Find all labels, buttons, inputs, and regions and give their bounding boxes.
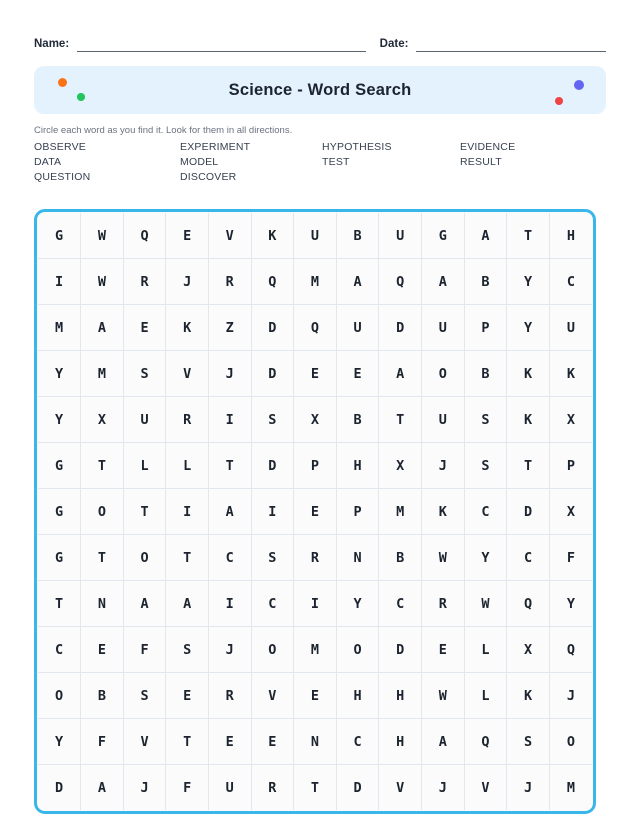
grid-cell[interactable]: X xyxy=(507,627,550,673)
grid-cell[interactable]: K xyxy=(251,213,294,259)
grid-cell[interactable]: V xyxy=(464,765,507,811)
grid-cell[interactable]: Y xyxy=(507,259,550,305)
grid-cell[interactable]: Q xyxy=(379,259,422,305)
word-search-grid[interactable] xyxy=(38,213,592,810)
grid-cell[interactable]: E xyxy=(251,719,294,765)
grid-cell[interactable]: U xyxy=(421,305,464,351)
grid-cell[interactable]: T xyxy=(379,397,422,443)
word-list-item[interactable]: MODEL xyxy=(180,156,219,168)
decorative-dot-red xyxy=(555,97,563,105)
grid-cell[interactable]: L xyxy=(464,673,507,719)
grid-row xyxy=(38,719,592,765)
grid-cell[interactable]: E xyxy=(294,489,337,535)
grid-cell[interactable]: W xyxy=(464,581,507,627)
instructions-text: Circle each word as you find it. Look for them in all directions. xyxy=(34,125,293,136)
word-list-item[interactable]: OBSERVE xyxy=(34,141,86,153)
word-list-item[interactable]: RESULT xyxy=(460,156,502,168)
grid-cell[interactable]: I xyxy=(208,581,251,627)
word-list-item[interactable]: EXPERIMENT xyxy=(180,141,251,153)
grid-cell[interactable]: J xyxy=(549,673,592,719)
grid-cell[interactable]: E xyxy=(123,305,166,351)
grid-cell[interactable]: D xyxy=(38,765,81,811)
grid-cell[interactable]: A xyxy=(464,213,507,259)
grid-cell[interactable]: I xyxy=(251,489,294,535)
grid-cell[interactable]: I xyxy=(38,259,81,305)
grid-row xyxy=(38,765,592,811)
grid-cell[interactable]: P xyxy=(336,489,379,535)
grid-cell[interactable]: F xyxy=(81,719,124,765)
title-banner xyxy=(34,66,606,114)
grid-cell[interactable]: R xyxy=(294,535,337,581)
grid-cell[interactable]: D xyxy=(507,489,550,535)
grid-cell[interactable]: G xyxy=(38,443,81,489)
word-search-grid-container xyxy=(34,209,596,814)
grid-cell[interactable]: P xyxy=(549,443,592,489)
grid-cell[interactable]: A xyxy=(166,581,209,627)
grid-cell[interactable]: C xyxy=(208,535,251,581)
grid-cell[interactable]: S xyxy=(123,351,166,397)
grid-cell[interactable]: M xyxy=(549,765,592,811)
grid-cell[interactable]: R xyxy=(166,397,209,443)
grid-cell[interactable]: Q xyxy=(549,627,592,673)
grid-cell[interactable]: K xyxy=(507,397,550,443)
grid-cell[interactable]: J xyxy=(421,765,464,811)
grid-cell[interactable]: M xyxy=(379,489,422,535)
grid-cell[interactable]: T xyxy=(38,581,81,627)
grid-cell[interactable]: Y xyxy=(38,719,81,765)
grid-cell[interactable]: E xyxy=(166,213,209,259)
grid-cell[interactable]: Y xyxy=(507,305,550,351)
word-list-item[interactable]: QUESTION xyxy=(34,171,91,183)
decorative-dot-green xyxy=(77,93,85,101)
grid-cell[interactable]: X xyxy=(549,397,592,443)
grid-cell[interactable]: S xyxy=(251,397,294,443)
grid-cell[interactable]: H xyxy=(379,673,422,719)
decorative-dot-purple xyxy=(574,80,584,90)
grid-cell[interactable]: R xyxy=(208,673,251,719)
grid-cell[interactable]: T xyxy=(123,489,166,535)
grid-cell[interactable]: Z xyxy=(208,305,251,351)
grid-row xyxy=(38,627,592,673)
grid-cell[interactable]: J xyxy=(166,259,209,305)
grid-cell[interactable]: C xyxy=(464,489,507,535)
date-field-group xyxy=(380,37,606,52)
grid-cell[interactable]: U xyxy=(549,305,592,351)
grid-cell[interactable]: K xyxy=(507,351,550,397)
grid-cell[interactable]: S xyxy=(464,397,507,443)
grid-cell[interactable]: H xyxy=(336,443,379,489)
grid-cell[interactable]: M xyxy=(38,305,81,351)
word-list xyxy=(34,140,606,185)
grid-cell[interactable]: T xyxy=(294,765,337,811)
grid-cell[interactable]: V xyxy=(379,765,422,811)
grid-cell[interactable]: R xyxy=(251,765,294,811)
grid-cell[interactable]: C xyxy=(549,259,592,305)
grid-cell[interactable]: O xyxy=(549,719,592,765)
grid-cell[interactable]: D xyxy=(251,351,294,397)
word-list-item[interactable]: DISCOVER xyxy=(180,171,237,183)
grid-cell[interactable]: V xyxy=(251,673,294,719)
grid-cell[interactable]: C xyxy=(38,627,81,673)
grid-cell[interactable]: S xyxy=(123,673,166,719)
grid-cell[interactable]: K xyxy=(421,489,464,535)
word-list-item[interactable]: TEST xyxy=(322,156,350,168)
grid-cell[interactable]: J xyxy=(208,627,251,673)
date-label: Date: xyxy=(379,38,409,50)
grid-cell[interactable]: T xyxy=(507,213,550,259)
grid-cell[interactable]: C xyxy=(507,535,550,581)
grid-cell[interactable]: K xyxy=(549,351,592,397)
grid-cell[interactable]: I xyxy=(208,397,251,443)
grid-row xyxy=(38,213,592,259)
grid-row xyxy=(38,397,592,443)
grid-cell[interactable]: U xyxy=(336,305,379,351)
grid-cell[interactable]: C xyxy=(336,719,379,765)
grid-cell[interactable]: T xyxy=(507,443,550,489)
grid-cell[interactable]: B xyxy=(464,259,507,305)
grid-cell[interactable]: F xyxy=(549,535,592,581)
grid-cell[interactable]: W xyxy=(421,673,464,719)
grid-cell[interactable]: A xyxy=(123,581,166,627)
grid-cell[interactable]: G xyxy=(38,213,81,259)
grid-cell[interactable]: U xyxy=(421,397,464,443)
grid-cell[interactable]: S xyxy=(251,535,294,581)
grid-cell[interactable]: L xyxy=(123,443,166,489)
name-label: Name: xyxy=(34,38,70,50)
grid-cell[interactable]: X xyxy=(379,443,422,489)
grid-cell[interactable]: E xyxy=(336,351,379,397)
grid-row xyxy=(38,305,592,351)
grid-cell[interactable]: J xyxy=(507,765,550,811)
grid-cell[interactable]: E xyxy=(166,673,209,719)
grid-cell[interactable]: A xyxy=(379,351,422,397)
grid-cell[interactable]: N xyxy=(81,581,124,627)
grid-cell[interactable]: Q xyxy=(464,719,507,765)
grid-cell[interactable]: M xyxy=(294,627,337,673)
grid-cell[interactable]: B xyxy=(81,673,124,719)
name-field-group xyxy=(34,37,366,52)
page-title: Science - Word Search xyxy=(228,80,412,99)
grid-cell[interactable]: Y xyxy=(38,351,81,397)
grid-cell[interactable]: V xyxy=(123,719,166,765)
grid-cell[interactable]: M xyxy=(294,259,337,305)
grid-cell[interactable]: O xyxy=(251,627,294,673)
grid-cell[interactable]: O xyxy=(123,535,166,581)
grid-cell[interactable]: Y xyxy=(464,535,507,581)
grid-cell[interactable]: E xyxy=(294,673,337,719)
grid-cell[interactable]: C xyxy=(251,581,294,627)
grid-cell[interactable]: L xyxy=(166,443,209,489)
grid-cell[interactable]: J xyxy=(421,443,464,489)
grid-cell[interactable]: E xyxy=(81,627,124,673)
grid-cell[interactable]: F xyxy=(123,627,166,673)
grid-cell[interactable]: H xyxy=(549,213,592,259)
grid-cell[interactable]: D xyxy=(251,443,294,489)
grid-cell[interactable]: I xyxy=(166,489,209,535)
grid-cell[interactable]: B xyxy=(336,213,379,259)
grid-cell[interactable]: S xyxy=(166,627,209,673)
grid-cell[interactable]: E xyxy=(421,627,464,673)
grid-cell[interactable]: T xyxy=(208,443,251,489)
grid-row xyxy=(38,673,592,719)
grid-cell[interactable]: H xyxy=(379,719,422,765)
grid-cell[interactable]: E xyxy=(294,351,337,397)
grid-cell[interactable]: H xyxy=(336,673,379,719)
grid-cell[interactable]: Y xyxy=(549,581,592,627)
grid-cell[interactable]: W xyxy=(421,535,464,581)
grid-cell[interactable]: Q xyxy=(507,581,550,627)
grid-cell[interactable]: S xyxy=(464,443,507,489)
grid-cell[interactable]: O xyxy=(421,351,464,397)
grid-cell[interactable]: Q xyxy=(251,259,294,305)
grid-cell[interactable]: B xyxy=(336,397,379,443)
grid-cell[interactable]: U xyxy=(379,213,422,259)
grid-row xyxy=(38,489,592,535)
grid-cell[interactable]: S xyxy=(507,719,550,765)
grid-row xyxy=(38,581,592,627)
grid-cell[interactable]: T xyxy=(81,535,124,581)
grid-cell[interactable]: Y xyxy=(38,397,81,443)
grid-cell[interactable]: A xyxy=(208,489,251,535)
grid-cell[interactable]: O xyxy=(38,673,81,719)
grid-cell[interactable]: A xyxy=(336,259,379,305)
grid-cell[interactable]: B xyxy=(379,535,422,581)
grid-cell[interactable]: E xyxy=(208,719,251,765)
grid-cell[interactable]: W xyxy=(81,259,124,305)
decorative-dot-orange xyxy=(58,78,67,87)
grid-cell[interactable]: P xyxy=(464,305,507,351)
grid-cell[interactable]: J xyxy=(123,765,166,811)
grid-cell[interactable]: A xyxy=(421,719,464,765)
word-list-item[interactable]: HYPOTHESIS xyxy=(322,141,392,153)
grid-cell[interactable]: V xyxy=(208,213,251,259)
grid-cell[interactable]: G xyxy=(421,213,464,259)
grid-cell[interactable]: K xyxy=(166,305,209,351)
grid-cell[interactable]: C xyxy=(379,581,422,627)
date-input-line[interactable] xyxy=(416,37,606,52)
grid-cell[interactable]: K xyxy=(507,673,550,719)
grid-cell[interactable]: V xyxy=(166,351,209,397)
grid-cell[interactable]: A xyxy=(81,765,124,811)
grid-cell[interactable]: G xyxy=(38,535,81,581)
student-info-row xyxy=(34,0,606,52)
grid-cell[interactable]: Y xyxy=(336,581,379,627)
grid-cell[interactable]: T xyxy=(81,443,124,489)
grid-cell[interactable]: D xyxy=(336,765,379,811)
grid-cell[interactable]: D xyxy=(379,305,422,351)
grid-cell[interactable]: O xyxy=(336,627,379,673)
grid-cell[interactable]: U xyxy=(123,397,166,443)
grid-cell[interactable]: R xyxy=(123,259,166,305)
grid-cell[interactable]: A xyxy=(421,259,464,305)
grid-row xyxy=(38,351,592,397)
grid-cell[interactable]: Q xyxy=(123,213,166,259)
name-input-line[interactable] xyxy=(77,37,366,52)
grid-cell[interactable]: N xyxy=(336,535,379,581)
grid-cell[interactable]: D xyxy=(379,627,422,673)
grid-row xyxy=(38,443,592,489)
grid-cell[interactable]: X xyxy=(81,397,124,443)
grid-cell[interactable]: N xyxy=(294,719,337,765)
grid-cell[interactable]: W xyxy=(81,213,124,259)
grid-cell[interactable]: L xyxy=(464,627,507,673)
grid-cell[interactable]: M xyxy=(81,351,124,397)
grid-cell[interactable]: R xyxy=(208,259,251,305)
grid-cell[interactable]: T xyxy=(166,719,209,765)
word-list-item[interactable]: DATA xyxy=(34,156,62,168)
grid-cell[interactable]: D xyxy=(251,305,294,351)
grid-cell[interactable]: X xyxy=(549,489,592,535)
grid-cell[interactable]: J xyxy=(208,351,251,397)
grid-row xyxy=(38,259,592,305)
grid-cell[interactable]: Q xyxy=(294,305,337,351)
grid-cell[interactable]: U xyxy=(208,765,251,811)
word-list-item[interactable]: EVIDENCE xyxy=(460,141,516,153)
grid-cell[interactable]: O xyxy=(81,489,124,535)
grid-cell[interactable]: A xyxy=(81,305,124,351)
grid-cell[interactable]: F xyxy=(166,765,209,811)
grid-cell[interactable]: P xyxy=(294,443,337,489)
grid-cell[interactable]: G xyxy=(38,489,81,535)
grid-cell[interactable]: T xyxy=(166,535,209,581)
grid-row xyxy=(38,535,592,581)
grid-cell[interactable]: R xyxy=(421,581,464,627)
grid-cell[interactable]: B xyxy=(464,351,507,397)
grid-cell[interactable]: I xyxy=(294,581,337,627)
grid-cell[interactable]: U xyxy=(294,213,337,259)
grid-cell[interactable]: X xyxy=(294,397,337,443)
